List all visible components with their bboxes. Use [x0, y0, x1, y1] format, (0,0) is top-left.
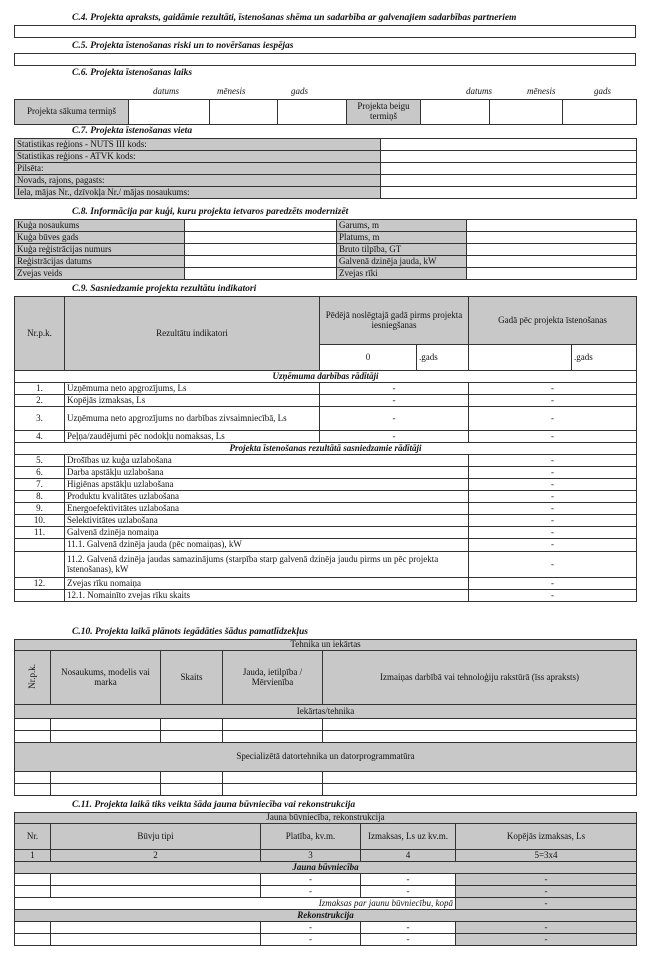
c6-table: [14, 99, 637, 125]
c8-left-label: Kuģa būves gads: [15, 232, 185, 244]
c6-end-year-label: gads: [594, 86, 612, 96]
c11-group: Jauna būvniecība, rekonstrukcija: [15, 813, 637, 824]
c6-start-day-label: datums: [153, 86, 180, 96]
c8-left-value[interactable]: [185, 220, 337, 232]
c9-after-unit: .gads: [572, 345, 637, 371]
c9-before-year[interactable]: 0: [320, 345, 417, 371]
c11-num: 5=3x4: [456, 850, 637, 862]
c6-title: C.6. Projekta īstenošanas laiks: [72, 68, 193, 78]
c4-field[interactable]: [14, 25, 636, 38]
c11-cell[interactable]: [15, 934, 51, 946]
c10-cell[interactable]: [223, 719, 323, 731]
c11-sub1: Jauna būvniecība: [15, 862, 637, 874]
c11-area[interactable]: -: [261, 874, 361, 886]
c9-after[interactable]: -: [469, 383, 637, 395]
c9-before[interactable]: -: [320, 383, 469, 395]
c10-cell[interactable]: [323, 772, 637, 784]
c11-cell[interactable]: [51, 934, 261, 946]
c10-h-power: Jauda, ietilpība / Mērvienība: [223, 651, 323, 705]
c11-cost[interactable]: -: [361, 934, 456, 946]
c9-after[interactable]: -: [469, 539, 637, 552]
c9-nr: 4.: [15, 431, 65, 443]
c9-h-after: Gadā pēc projekta īstenošanas: [469, 297, 637, 345]
c9-sub2: Projekta īstenošanas rezultātā sasniedzamie rādītāji: [15, 443, 637, 455]
c9-nr: [15, 590, 65, 602]
c10-table: [14, 639, 637, 796]
c9-after[interactable]: -: [469, 479, 637, 491]
c9-after[interactable]: -: [469, 503, 637, 515]
c11-num: 1: [15, 850, 51, 862]
c10-cell[interactable]: [223, 731, 323, 743]
c8-right-value[interactable]: [467, 244, 637, 256]
c9-ind: Selektivitātes uzlabošana: [65, 515, 469, 527]
c10-cell[interactable]: [161, 731, 223, 743]
c9-ind: Higiēnas apstākļu uzlabošana: [65, 479, 469, 491]
c8-right-label: Galvenā dzinēja jauda, kW: [337, 256, 467, 268]
c9-after[interactable]: -: [469, 395, 637, 407]
c8-right-label: Bruto tilpība, GT: [337, 244, 467, 256]
c4-title: C.4. Projekta apraksts, gaidāmie rezultāti, īstenošanas shēma un sadarbība ar galvenajiem sadarbības partneriem: [72, 13, 517, 23]
c10-cell[interactable]: [51, 719, 161, 731]
c11-area[interactable]: -: [261, 886, 361, 898]
c8-right-label: Zvejas rīki: [337, 268, 467, 280]
c9-after[interactable]: -: [469, 552, 637, 578]
c10-cell[interactable]: [15, 772, 51, 784]
c9-nr: 5.: [15, 455, 65, 467]
c11-num: 2: [51, 850, 261, 862]
c9-ind: 11.1. Galvenā dzinēja jauda (pēc nomaiņas), kW: [65, 539, 469, 552]
c11-cost[interactable]: -: [361, 886, 456, 898]
c11-num: 3: [261, 850, 361, 862]
c10-cell[interactable]: [223, 772, 323, 784]
c8-left-value[interactable]: [185, 244, 337, 256]
c10-cell[interactable]: [51, 731, 161, 743]
c8-left-value[interactable]: [185, 256, 337, 268]
c10-cell[interactable]: [15, 784, 51, 796]
c10-cell[interactable]: [161, 719, 223, 731]
c7-label: Iela, mājas Nr., dzīvokļa Nr./ mājas nosaukums:: [15, 187, 381, 199]
c9-nr: [15, 539, 65, 552]
c8-right-value[interactable]: [467, 220, 637, 232]
c10-cell[interactable]: [323, 784, 637, 796]
c11-table: [14, 812, 637, 946]
c10-sub1: Iekārtas/tehnika: [15, 705, 637, 719]
c7-value[interactable]: [381, 187, 637, 199]
c10-h-qty: Skaits: [161, 651, 223, 705]
c9-ind: Peļņa/zaudējumi pēc nodokļu nomaksas, Ls: [65, 431, 320, 443]
c8-right-label: Garums, m: [337, 220, 467, 232]
c11-total: -: [456, 874, 637, 886]
c7-value[interactable]: [381, 175, 637, 187]
c9-ind: Galvenā dzinēja nomaiņa: [65, 527, 469, 539]
c11-subtotal-label: Izmaksas par jaunu būvniecību, kopā: [15, 898, 456, 910]
c9-ind: Drošības uz kuģa uzlabošana: [65, 455, 469, 467]
c11-cost[interactable]: -: [361, 874, 456, 886]
c7-label: Novads, rajons, pagasts:: [15, 175, 381, 187]
c11-cost[interactable]: -: [361, 922, 456, 934]
c10-h-change: Izmaiņas darbībā vai tehnoloģiju rakstūrā (īss apraksts): [323, 651, 637, 705]
c7-label: Statistikas reģions - ATVK kods:: [15, 151, 381, 163]
c9-after[interactable]: -: [469, 455, 637, 467]
c9-after[interactable]: -: [469, 467, 637, 479]
c9-nr: 9.: [15, 503, 65, 515]
c11-cell[interactable]: [51, 874, 261, 886]
c9-ind: Darba apstākļu uzlabošana: [65, 467, 469, 479]
c11-total: -: [456, 886, 637, 898]
c8-left-label: Reģistrācijas datums: [15, 256, 185, 268]
c11-cell[interactable]: [51, 886, 261, 898]
c11-h-cost: Izmaksas, Ls uz kv.m.: [361, 824, 456, 850]
c11-h-total: Kopējās izmaksas, Ls: [456, 824, 637, 850]
c9-after-year[interactable]: [469, 345, 572, 371]
c6-end-month[interactable]: [490, 100, 563, 125]
c9-before[interactable]: -: [320, 395, 469, 407]
c11-cell[interactable]: [15, 922, 51, 934]
c6-start-month-label: mēnesis: [217, 86, 246, 96]
c7-value[interactable]: [381, 139, 637, 151]
c8-right-value[interactable]: [467, 232, 637, 244]
c7-table: [14, 138, 637, 199]
c6-end-label: Projekta beigu termiņš: [347, 100, 421, 125]
c7-label: Pilsēta:: [15, 163, 381, 175]
c9-nr: 1.: [15, 383, 65, 395]
c9-sub1: Uzņēmuma darbības rādītāji: [15, 371, 637, 383]
c11-total: -: [456, 922, 637, 934]
c6-start-day[interactable]: [129, 100, 210, 125]
c7-label: Statistikas reģions - NUTS III kods:: [15, 139, 381, 151]
c9-nr: 2.: [15, 395, 65, 407]
c10-cell[interactable]: [15, 731, 51, 743]
c9-after[interactable]: -: [469, 578, 637, 590]
c10-cell[interactable]: [51, 772, 161, 784]
c10-h-name: Nosaukums, modelis vai marka: [51, 651, 161, 705]
c9-after[interactable]: -: [469, 431, 637, 443]
c8-table: [14, 219, 637, 280]
c9-nr: 12.: [15, 578, 65, 590]
c5-field[interactable]: [14, 53, 636, 66]
c6-start-year-label: gads: [291, 86, 309, 96]
c9-ind: Produktu kvalitātes uzlabošana: [65, 491, 469, 503]
c10-sub2: Specializētā datortehnika un datorprogrammatūra: [15, 743, 637, 772]
c10-cell[interactable]: [15, 719, 51, 731]
c9-h-nr: Nr.p.k.: [15, 297, 65, 371]
c7-value[interactable]: [381, 163, 637, 175]
c6-start-year[interactable]: [278, 100, 347, 125]
c9-after[interactable]: -: [469, 515, 637, 527]
c8-right-value[interactable]: [467, 256, 637, 268]
c10-title: C.10. Projekta laikā plānots iegādāties šādus pamatlīdzekļus: [72, 627, 308, 637]
c11-h-area: Platība, kv.m.: [261, 824, 361, 850]
c5-title: C.5. Projekta īstenošanas riski un to novēršanas iespējas: [72, 41, 294, 51]
c9-nr: [15, 552, 65, 578]
c10-h-nr: [15, 651, 51, 705]
c11-area[interactable]: -: [261, 934, 361, 946]
c11-cell[interactable]: [51, 922, 261, 934]
c9-ind: Energoefektivitātes uzlabošana: [65, 503, 469, 515]
c9-after[interactable]: -: [469, 407, 637, 431]
c10-group: Tehnika un iekārtas: [15, 640, 637, 651]
c9-after[interactable]: -: [469, 590, 637, 602]
c10-cell[interactable]: [161, 784, 223, 796]
c11-num: 4: [361, 850, 456, 862]
c9-after[interactable]: -: [469, 527, 637, 539]
c11-h-nr: Nr.: [15, 824, 51, 850]
c10-h-nr-text: Nr.p.k.: [26, 663, 37, 689]
c10-cell[interactable]: [323, 731, 637, 743]
c10-cell[interactable]: [223, 784, 323, 796]
c9-ind: Zvejas rīku nomaiņa: [65, 578, 469, 590]
c9-table: [14, 296, 637, 602]
c9-nr: 3.: [15, 407, 65, 431]
c9-nr: 11.: [15, 527, 65, 539]
c6-start-label: Projekta sākuma termiņš: [15, 100, 129, 125]
c9-nr: 6.: [15, 467, 65, 479]
c9-nr: 10.: [15, 515, 65, 527]
c9-before[interactable]: -: [320, 431, 469, 443]
c9-ind: 12.1. Nomainīto zvejas rīku skaits: [65, 590, 469, 602]
c6-end-day-label: datums: [466, 86, 493, 96]
c6-start-month[interactable]: [210, 100, 278, 125]
c9-ind: Uzņēmuma neto apgrozījums, Ls: [65, 383, 320, 395]
c6-end-month-label: mēnesis: [527, 86, 556, 96]
c11-total: -: [456, 934, 637, 946]
c9-h-ind: Rezultātu indikatori: [65, 297, 320, 371]
c11-cell[interactable]: [15, 874, 51, 886]
c11-subtotal: -: [456, 898, 637, 910]
c11-sub2: Rekonstrukcija: [15, 910, 637, 922]
c9-ind: Uzņēmuma neto apgrozījums no darbības zivsaimniecībā, Ls: [65, 407, 320, 431]
c9-title: C.9. Sasniedzamie projekta rezultātu indikatori: [72, 284, 257, 294]
c8-left-value[interactable]: [185, 232, 337, 244]
c8-left-label: Kuģa nosaukums: [15, 220, 185, 232]
c10-cell[interactable]: [161, 772, 223, 784]
c7-title: C.7. Projekta īstenošanas vieta: [72, 126, 193, 136]
c9-h-before: Pēdējā noslēgtajā gadā pirms projekta iesniegšanas: [320, 297, 469, 345]
c7-value[interactable]: [381, 151, 637, 163]
c8-left-label: Kuģa reģistrācijas numurs: [15, 244, 185, 256]
c6-end-year[interactable]: [563, 100, 637, 125]
c10-cell[interactable]: [323, 719, 637, 731]
c10-cell[interactable]: [51, 784, 161, 796]
c9-after[interactable]: -: [469, 491, 637, 503]
c6-end-day[interactable]: [421, 100, 490, 125]
c11-title: C.11. Projekta laikā tiks veikta šāda jauna būvniecība vai rekonstrukcija: [72, 800, 356, 810]
c9-ind: Kopējās izmaksas, Ls: [65, 395, 320, 407]
c8-right-label: Platums, m: [337, 232, 467, 244]
c9-nr: 7.: [15, 479, 65, 491]
c11-area[interactable]: -: [261, 922, 361, 934]
c9-before-unit: .gads: [417, 345, 469, 371]
c9-ind: 11.2. Galvenā dzinēja jaudas samazinājums (starpība starp galvenā dzinēja jaudu pirms un pēc projekta īstenošanas), kW: [65, 552, 469, 578]
c8-left-value[interactable]: [185, 268, 337, 280]
c8-right-value[interactable]: [467, 268, 637, 280]
c9-nr: 8.: [15, 491, 65, 503]
c11-h-type: Būvju tipi: [51, 824, 261, 850]
c8-left-label: Zvejas veids: [15, 268, 185, 280]
c9-before[interactable]: -: [320, 407, 469, 431]
c11-cell[interactable]: [15, 886, 51, 898]
c8-title: C.8. Informācija par kuģi, kuru projekta ietvaros paredzēts modernizēt: [72, 207, 349, 217]
